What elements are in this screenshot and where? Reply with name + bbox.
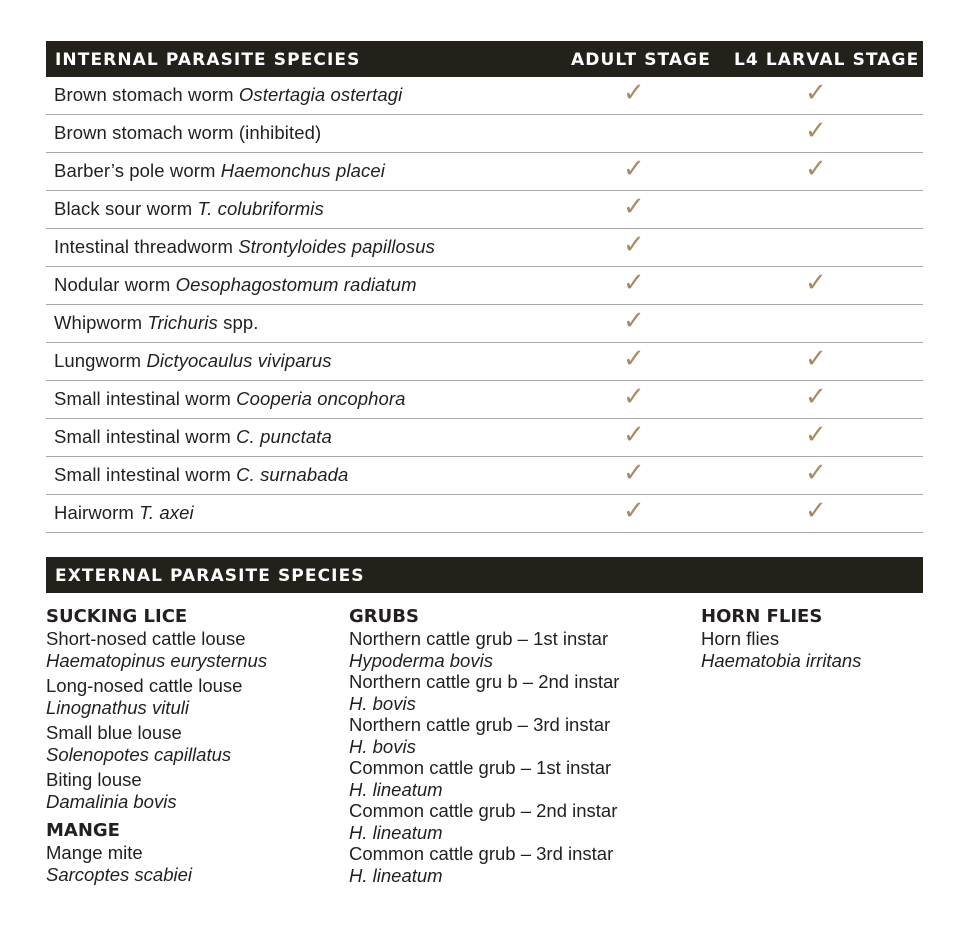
scientific-name: Solenopotes capillatus [46,743,232,765]
list-item [701,628,861,671]
common-name: Nodular worm [54,274,171,295]
common-name: Common cattle grub – 1st instar [349,757,612,778]
common-name: Black sour worm [54,198,193,219]
list-item [349,757,619,800]
adult-stage-check-icon: ✓ [623,496,645,526]
larval-stage-check-icon: ✓ [805,458,827,488]
table-row [46,343,923,381]
species-name [54,350,332,372]
adult-stage-column-header: ADULT STAGE [571,50,711,70]
larval-stage-check-icon: ✓ [805,268,827,298]
scientific-name: Haemonchus placei [220,160,385,181]
external-parasites-header [46,557,923,593]
larval-stage-check-icon: ✓ [805,116,827,146]
table-row [46,381,923,419]
common-name: Northern cattle gru b – 2nd instar [349,671,620,692]
common-name: Small blue louse [46,722,182,743]
scientific-name: C. punctata [236,426,332,447]
scientific-name: Haematopinus eurysternus [46,649,268,671]
mange-heading: MANGE [46,820,120,841]
table-row [46,457,923,495]
adult-stage-check-icon: ✓ [623,192,645,222]
table-row [46,115,923,153]
species-name [54,160,385,182]
larval-stage-check-icon: ✓ [805,78,827,108]
larval-stage-check-icon: ✓ [805,344,827,374]
common-name: Small intestinal worm [54,388,231,409]
column-grubs [349,606,619,886]
list-item [46,722,267,765]
adult-stage-check-icon: ✓ [623,458,645,488]
species-name [54,198,324,220]
common-name: Small intestinal worm [54,464,231,485]
table-row [46,191,923,229]
adult-stage-check-icon: ✓ [623,230,645,260]
scientific-name: Cooperia oncophora [236,388,406,409]
common-name: Northern cattle grub – 1st instar [349,628,609,649]
adult-stage-check-icon: ✓ [623,78,645,108]
species-column-header: INTERNAL PARASITE SPECIES [55,50,361,70]
adult-stage-check-icon: ✓ [623,306,645,336]
common-name: Long-nosed cattle louse [46,675,243,696]
common-name: Northern cattle grub – 3rd instar [349,714,611,735]
scientific-name: H. bovis [349,692,416,714]
list-item [349,800,619,843]
common-name: Intestinal threadworm [54,236,233,257]
adult-stage-check-icon: ✓ [623,154,645,184]
adult-stage-check-icon: ✓ [623,420,645,450]
name-suffix: spp. [223,312,259,333]
common-name: Mange mite [46,842,143,863]
common-name: Brown stomach worm [54,84,234,105]
scientific-name: C. surnabada [236,464,349,485]
scientific-name: Dictyocaulus viviparus [146,350,332,371]
list-item [349,671,619,714]
table-row [46,77,923,115]
horn-flies-heading: HORN FLIES [701,606,823,627]
list-item [46,628,267,671]
species-name [54,236,435,258]
table-row [46,305,923,343]
scientific-name: Haematobia irritans [701,649,862,671]
list-item [349,843,619,886]
larval-stage-column-header: L4 LARVAL STAGE [734,50,920,70]
scientific-name: Strontyloides papillosus [238,236,435,257]
list-item [46,769,267,812]
sucking-lice-list [46,628,267,812]
list-item [349,714,619,757]
grubs-heading: GRUBS [349,606,419,627]
scientific-name: H. lineatum [349,821,443,843]
scientific-name: T. colubriformis [197,198,324,219]
list-item [46,675,267,718]
table-row [46,229,923,267]
larval-stage-check-icon: ✓ [805,382,827,412]
scientific-name: Hypoderma bovis [349,649,493,671]
adult-stage-check-icon: ✓ [623,268,645,298]
common-name: Common cattle grub – 2nd instar [349,800,618,821]
list-item [349,628,619,671]
scientific-name: H. lineatum [349,778,443,800]
common-name: Small intestinal worm [54,426,231,447]
internal-parasites-table [46,77,923,533]
species-name [54,388,406,410]
common-name: Horn flies [701,628,780,649]
species-name [54,464,348,486]
internal-parasites-header [46,41,923,77]
table-row [46,495,923,533]
scientific-name: Linognathus vituli [46,696,189,718]
list-item [46,842,267,885]
common-name: Hairworm [54,502,134,523]
common-name: Short-nosed cattle louse [46,628,246,649]
scientific-name: T. axei [139,502,194,523]
sucking-lice-heading: SUCKING LICE [46,606,188,627]
common-name: Barber’s pole worm [54,160,216,181]
common-name: Brown stomach worm (inhibited) [54,122,322,143]
scientific-name: Sarcoptes scabiei [46,863,193,885]
external-header-title: EXTERNAL PARASITE SPECIES [55,566,365,586]
scientific-name: H. lineatum [349,864,443,886]
species-name [54,426,332,448]
common-name: Whipworm [54,312,143,333]
scientific-name: Trichuris [147,312,218,333]
mange-list [46,842,267,885]
table-row [46,153,923,191]
table-row [46,419,923,457]
larval-stage-check-icon: ✓ [805,496,827,526]
species-name [54,502,194,524]
column-lice-mange [46,606,267,885]
species-name [54,312,259,334]
scientific-name: Ostertagia ostertagi [238,84,403,105]
scientific-name: Oesophagostomum radiatum [175,274,417,295]
species-name [54,84,402,106]
horn-flies-list [701,628,861,671]
adult-stage-check-icon: ✓ [623,382,645,412]
common-name: Biting louse [46,769,142,790]
larval-stage-check-icon: ✓ [805,154,827,184]
species-name [54,274,417,296]
common-name: Lungworm [54,350,142,371]
adult-stage-check-icon: ✓ [623,344,645,374]
column-horn-flies [701,606,861,671]
common-name: Common cattle grub – 3rd instar [349,843,614,864]
scientific-name: Damalinia bovis [46,790,177,812]
species-name [54,122,321,144]
larval-stage-check-icon: ✓ [805,420,827,450]
table-row [46,267,923,305]
scientific-name: H. bovis [349,735,416,757]
grubs-list [349,628,619,886]
